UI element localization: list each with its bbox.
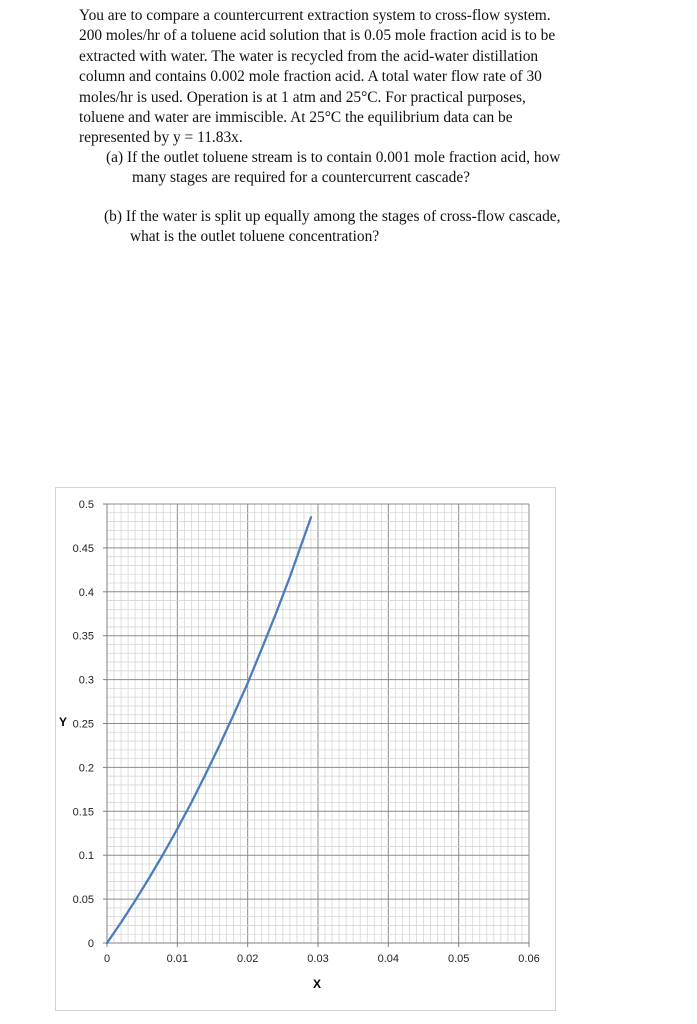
y-tick-label: 0.4 (78, 586, 94, 599)
y-axis-label: Y (58, 715, 68, 729)
equilibrium-chart (55, 487, 556, 1011)
problem-line: You are to compare a countercurrent extraction system to cross-flow system. (79, 7, 551, 24)
y-tick-label: 0.25 (72, 718, 94, 731)
part-b-line1: If the water is split up equally among the stages of cross-flow cascade, (125, 208, 561, 225)
problem-line: column and contains 0.002 mole fraction acid. A total water flow rate of 30 (79, 68, 542, 86)
x-tick-label: 0.01 (166, 953, 189, 965)
problem-statement (79, 6, 639, 149)
chart-axes (103, 504, 529, 947)
part-b-line2: what is the outlet toluene concentration? (130, 228, 380, 246)
x-tick-label: 0.05 (447, 953, 470, 965)
chart-series (107, 517, 311, 943)
y-tick-label: 0.45 (72, 542, 94, 555)
y-tick-label: 0.05 (72, 894, 94, 907)
problem-line: toluene and water are immiscible. At 25°C the equilibrium data can be (79, 109, 513, 127)
problem-line: represented by y = 11.83x. (79, 129, 243, 147)
problem-line: moles/hr is used. Operation is at 1 atm and 25°C. For practical purposes, (79, 88, 526, 106)
chart-grid (107, 504, 529, 943)
x-tick-label: 0.03 (307, 953, 329, 965)
question-part-b (104, 207, 664, 248)
part-a-line2: many stages are required for a countercurrent cascade? (132, 169, 470, 187)
x-tick-label: 0.02 (236, 953, 259, 965)
y-tick-label: 0.15 (72, 806, 94, 819)
y-tick-label: 0.35 (72, 630, 94, 643)
problem-line: extracted with water. The water is recycled from the acid-water distillation (79, 47, 539, 65)
part-a-label: (a) (106, 149, 124, 166)
chart-labels (59, 499, 540, 991)
y-tick-label: 0 (87, 938, 94, 950)
chart-svg (56, 488, 555, 1010)
y-tick-label: 0.5 (78, 499, 94, 511)
y-tick-label: 0.1 (78, 850, 94, 863)
x-tick-label: 0 (103, 953, 111, 965)
problem-line: 200 moles/hr of a toluene acid solution that is 0.05 mole fraction acid is to be (79, 27, 556, 45)
part-a-line1: If the outlet toluene stream is to contain 0.001 mole fraction acid, how (126, 149, 561, 166)
y-tick-label: 0.2 (78, 762, 94, 775)
equilibrium-curve (107, 517, 311, 943)
part-b-label: (b) (104, 208, 122, 225)
x-axis-label: X (312, 977, 322, 991)
y-tick-label: 0.3 (78, 674, 94, 687)
x-tick-label: 0.04 (377, 953, 400, 965)
question-part-a (106, 148, 666, 189)
x-tick-label: 0.06 (518, 953, 540, 965)
